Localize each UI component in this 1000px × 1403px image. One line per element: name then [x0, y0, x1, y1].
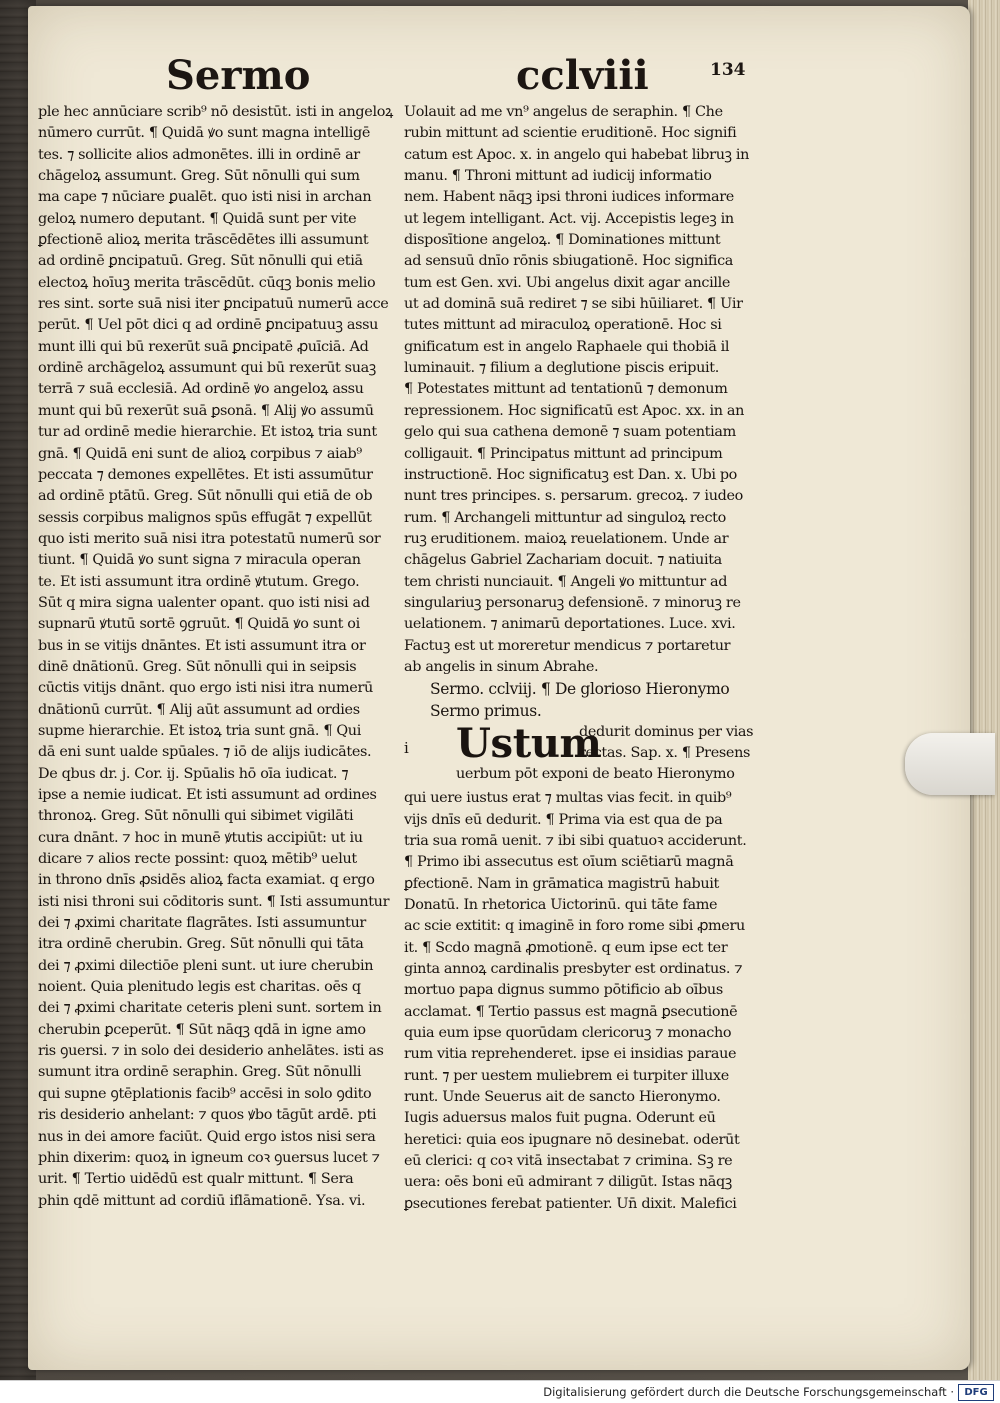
left-column-line: thronoꝝ. Greg. Sūt nōnulli qui sibimet vigilāti [38, 808, 354, 825]
right-column-bottom-line: qui uere iustus erat ⁊ multas vias fecit. in quib⁹ [404, 790, 732, 807]
left-column-line: geloꝝ numero deputant. ¶ Quidā sunt per vite [38, 210, 357, 227]
right-column-top-line: gelo qui sua cathena demonē ⁊ suam potentiam [404, 424, 736, 441]
page-clip-marker [905, 733, 995, 795]
right-column-top [404, 102, 766, 678]
right-column-top-line: repressionem. Hoc significatū est Apoc. xx. in an [404, 402, 744, 419]
right-column-bottom-line: mortuo papa dignus summo pōtificio ab oībus [404, 982, 723, 999]
right-column-top-line: ut ad dominā suā rediret ⁊ se sibi hūiliaret. ¶ Uir [404, 296, 743, 313]
right-column-top-line: nem. Habent nāqꝫ ipsi throni iudices informare [404, 189, 734, 206]
left-column-line: quo isti merito suā nisi itra potestatū numerū sor [38, 530, 381, 547]
left-column-line: ple hec annūciare scrib⁹ nō desistūt. isti in angeloꝝ [38, 104, 393, 120]
right-column-bottom-line: ginta annoꝝ cardinalis presbyter est ordinatus. ⁊ [404, 961, 743, 978]
footer-bar [0, 1380, 1000, 1403]
left-column-line: peccata ⁊ demones expellētes. Et isti assumūtur [38, 466, 373, 483]
sermon-title-line-2: Sermo primus. [430, 702, 542, 721]
left-column-line: ma cape ⁊ nūciare ꝑualēt. quo isti nisi in archan [38, 189, 372, 206]
left-column-line: dā eni sunt ualde spūales. ⁊ iō de alijs iudicātes. [38, 744, 372, 761]
left-column-line: te. Et isti assumunt itra ordinē ꝟtutum. Grego. [38, 573, 360, 590]
right-column-top-line: gnificatum est in angelo Raphaele qui thobiā il [404, 338, 730, 355]
left-column-line: cura dnānt. ⁊ hoc in munē ꝟtutis accipiūt: ut iu [38, 829, 363, 846]
left-column-line: dinē dnātionū. Greg. Sūt nōnulli qui in seipsis [38, 658, 357, 675]
left-column-line: res sint. sorte suā nisi iter ꝑncipatuū numerū acce [38, 296, 389, 313]
left-column-line: nūmero currūt. ¶ Quidā ꝟo sunt magna intelligē [38, 125, 371, 142]
left-column-line: noient. Quia plenitudo legis est charitas. oēs q [38, 979, 361, 996]
right-column-bottom-line: ꝑfectionē. Nam in grāmatica magistrū habuit [404, 875, 719, 892]
left-column-line: phin qdē mittunt ad cordiū iflāmationē. Ysa. vi. [38, 1192, 366, 1209]
left-column-line: dei ⁊ ꝓximi charitate ceteris pleni sunt. sortem in [38, 1000, 382, 1017]
right-column-top-line: colligauit. ¶ Principatus mittunt ad principum [404, 445, 723, 462]
right-column-bottom [404, 788, 766, 1215]
right-column-bottom-line: uera: oēs boni eū admirant ⁊ diligūt. Istas nāqꝫ [404, 1174, 732, 1191]
right-column-top-line: disposītione angeloꝝ. ¶ Dominationes mittunt [404, 232, 721, 249]
left-column-line: ipse a nemie iudicat. Et isti assumunt ad ordines [38, 787, 377, 803]
right-column-top-line: ruꝫ eruditionem. maioꝝ reuelationem. Unde ar [404, 530, 729, 547]
left-column-line: gnā. ¶ Quidā eni sunt de alioꝝ corpibus ⁊ aiab⁹ [38, 445, 362, 462]
left-column-line: ordinē archāgeloꝝ assumunt qui bū rexerūt suaꝫ [38, 360, 376, 377]
right-column-top-line: ¶ Potestates mittunt ad tentationū ⁊ demonum [404, 381, 728, 398]
left-column-line: De qbus dr. j. Cor. ij. Spūalis hō oīa iudicat. ⁊ [38, 765, 349, 782]
right-column-top-line: luminauit. ⁊ filium a deglutione piscis eripuit. [404, 360, 719, 377]
signature-mark: i [404, 739, 409, 758]
left-column-line: tiunt. ¶ Quidā ꝟo sunt signa ⁊ miracula operan [38, 552, 361, 569]
right-column [404, 102, 766, 1215]
right-column-bottom-line: heretici: quia eos ipugnare nō desinebat. oderūt [404, 1131, 740, 1148]
right-column-top-line: ad sensuū dnīo rōnis sbiugationē. Hoc significa [404, 253, 734, 270]
running-head-right: cclviii [516, 52, 649, 99]
left-column-line: supme hierarchie. Et istoꝝ tria sunt gnā. ¶ Qui [38, 722, 361, 739]
right-column-top-line: ab angelis in sinum Abrahe. [404, 658, 599, 675]
right-column-top-line: singulariuꝫ personaruꝫ defensionē. ⁊ minoruꝫ re [404, 594, 741, 611]
right-column-top-line: rubin mittunt ad scientie eruditionē. Hoc signifi [404, 125, 737, 142]
left-column-line: ris ꝯuersi. ⁊ in solo dei desiderio anhelātes. isti as [38, 1043, 384, 1060]
left-column-line: sessis corpibus malignos spūs effugāt ⁊ expellūt [38, 509, 372, 526]
left-column-line: cherubin ꝑceperūt. ¶ Sūt nāqꝫ qdā in igne amo [38, 1021, 366, 1038]
right-column-top-line: catum est Apoc. x. in angelo qui habebat libruꝫ in [404, 146, 750, 163]
left-column-line: supnarū ꝟtutū sortē ꝯgruūt. ¶ Quidā ꝟo sunt oi [38, 616, 360, 633]
sermon-title-line-1: Sermo. cclviij. ¶ De glorioso Hieronymo [430, 680, 730, 699]
right-column-bottom-line: ꝑsecutiones ferebat patienter. Un̄ dixit. Malefici [404, 1195, 737, 1212]
left-column-line: tur ad ordinē medie hierarchie. Et istoꝝ tria sunt [38, 424, 377, 441]
right-column-bottom-line: ¶ Primo ibi assecutus est oīum sciētiarū magnā [404, 854, 734, 871]
right-column-bottom-line: it. ¶ Scdo magnā ꝓmotionē. q eum ipse ect ter [404, 939, 728, 956]
left-column-line: cūctis vitijs dnānt. quo ergo isti nisi itra numerū [38, 680, 373, 697]
right-column-top-line: uelationem. ⁊ animarū deportationes. Luce. xvi. [404, 616, 736, 633]
left-column-line: ad ordinē ꝑncipatuū. Greg. Sūt nōnulli qui etiā [38, 253, 363, 270]
right-column-bottom-line: eū clerici: q coꝛ vitā insectabat ⁊ crimina. Sꝫ re [404, 1153, 733, 1170]
left-column-line: tes. ⁊ sollicite alios admonētes. illi in ordinē ar [38, 146, 360, 163]
left-column-line: munt qui bū rexerūt suā ꝑsonā. ¶ Alij ꝟo assumū [38, 402, 374, 419]
opening-line-3: uerbum pōt exponi de beato Hieronymo [456, 766, 735, 783]
right-column-top-line: tutes mittunt ad miraculoꝝ operationē. Hoc si [404, 317, 722, 334]
opening-line-2: rectas. Sap. x. ¶ Presens [579, 745, 751, 762]
right-column-top-line: manu. ¶ Throni mittunt ad iudicij informatio [404, 168, 712, 185]
left-column-line: munt illi qui bū rexerūt suā ꝑncipatē ꝓuīciā. Ad [38, 338, 369, 355]
left-column-line: itra ordinē cherubin. Greg. Sūt nōnulli qui tāta [38, 936, 364, 953]
right-column-top-line: instructionē. Hoc significatuꝫ est Dan. x. Ubi po [404, 466, 737, 483]
left-column-line: perūt. ¶ Uel pōt dici q ad ordinē ꝑncipatuuꝫ assu [38, 317, 379, 334]
left-column-line: Sūt q mira signa ualenter opant. quo isti nisi ad [38, 594, 370, 611]
left-column-line: qui supne ꝯtēplationis facib⁹ accēsi in solo ꝯdito [38, 1085, 372, 1102]
right-column-top-line: tem christi nunciauit. ¶ Angeli ꝟo mittuntur ad [404, 573, 728, 590]
left-column-line: terrā ⁊ suā ecclesiā. Ad ordinē ꝟo angeloꝝ assu [38, 381, 364, 398]
folio-number: 134 [710, 60, 746, 80]
left-column-line: chāgeloꝝ assumunt. Greg. Sūt nōnulli qui sum [38, 168, 360, 185]
running-head [166, 52, 726, 106]
left-column-line: dicare ⁊ alios recte possint: quoꝝ mētib⁹ uelut [38, 851, 357, 868]
opening-line-1: dedurit dominus per vias [579, 724, 754, 741]
left-column-line: dei ⁊ ꝓximi charitate flagrātes. Isti assumuntur [38, 915, 366, 932]
right-column-bottom-line: acclamat. ¶ Tertio passus est magnā ꝑsecutionē [404, 1003, 738, 1020]
left-column [38, 102, 400, 1212]
left-column-line: phin dixerim: quoꝝ in igneum coꝛ ꝯuersus lucet ⁊ [38, 1149, 380, 1166]
right-column-top-line: Uolauit ad me vn⁹ angelus de seraphin. ¶ Che [404, 104, 723, 120]
dfg-logo: DFG [958, 1384, 994, 1401]
right-column-top-line: ut legem intelligant. Act. vij. Accepistis legeꝫ in [404, 210, 734, 227]
right-column-bottom-line: vijs dnīs eū dedurit. ¶ Prima via est qua de pa [404, 811, 723, 828]
right-column-bottom-line: tria sua romā uenit. ⁊ ibi sibi quatuoꝛ acciderunt. [404, 832, 747, 849]
left-column-line: ad ordinē ptātū. Greg. Sūt nōnulli qui etiā de ob [38, 488, 373, 505]
left-column-line: dei ⁊ ꝓximi dilectiōe pleni sunt. ut iure cherubin [38, 957, 374, 974]
right-column-top-line: Factuꝫ est ut moreretur mendicus ⁊ portaretur [404, 637, 731, 654]
right-column-bottom-line: quia eum ipse quorūdam clericoruꝫ ⁊ monacho [404, 1025, 732, 1042]
left-column-line: bus in se vitijs dnāntes. Et isti assumunt itra or [38, 637, 366, 654]
right-column-bottom-line: runt. Unde Seuerus ait de sancto Hieronymo. [404, 1089, 721, 1106]
page-stack-edge [968, 0, 1000, 1380]
running-head-left: Sermo [166, 52, 311, 99]
drop-capital: Ustum [456, 720, 602, 768]
left-column-line: ꝑfectionē alioꝝ merita trāscēdētes illi assumunt [38, 232, 369, 249]
right-column-top-line: rum. ¶ Archangeli mittuntur ad singuloꝝ recto [404, 509, 726, 526]
right-column-top-line: tum est Gen. xvi. Ubi angelus dixit agar ancille [404, 274, 731, 291]
left-column-line: ris desiderio anhelant: ⁊ quos ꝟbo tāgūt ardē. pti [38, 1107, 377, 1124]
right-column-bottom-line: rum vitia reprehenderet. ipse ei insidias paraue [404, 1046, 737, 1063]
left-column-line: sumunt itra ordinē seraphin. Greg. Sūt nōnulli [38, 1064, 362, 1081]
right-column-bottom-line: Iugis aduersus malos fuit pugna. Oderunt eū [404, 1110, 716, 1127]
left-column-line: in throno dnīs ꝓsidēs alioꝝ facta examiat. q ergo [38, 872, 375, 889]
right-column-bottom-line: runt. ⁊ per uestem muliebrem ei turpiter illuxe [404, 1067, 729, 1084]
left-column-line: nus in dei amore faciūt. Quid ergo istos nisi sera [38, 1128, 376, 1145]
left-column-line: dnātionū currūt. ¶ Alij aūt assumunt ad ordies [38, 701, 360, 718]
right-column-top-line: nunt tres principes. s. persarum. grecoꝝ. ⁊ iudeo [404, 488, 743, 505]
right-column-bottom-line: ac scie extitit: q imaginē in foro rome sibi ꝓmeru [404, 918, 745, 935]
left-column-line: isti nisi throni sui cōditoris sunt. ¶ Isti assumuntur [38, 893, 390, 910]
funding-credit: Digitalisierung gefördert durch die Deutsche Forschungsgemeinschaft · [543, 1385, 954, 1399]
right-column-top-line: chāgelus Gabriel Zachariam docuit. ⁊ natiuita [404, 552, 722, 569]
left-column-line: electoꝝ hoīuꝫ merita trāscēdūt. cūqꝫ bonis melio [38, 274, 376, 291]
left-column-line: urit. ¶ Tertio uidēdū est qualr mittunt. ¶ Sera [38, 1171, 354, 1188]
right-column-bottom-line: Donatū. In rhetorica Uictorinū. qui tāte fame [404, 897, 718, 913]
sermon-opening [404, 722, 766, 788]
